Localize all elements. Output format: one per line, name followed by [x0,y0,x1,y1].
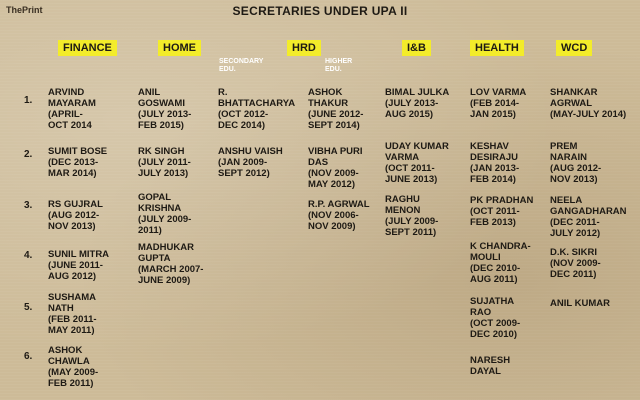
home-entry: RK SINGH (JULY 2011- JULY 2013) [138,146,191,179]
health-entry: LOV VARMA (FEB 2014- JAN 2015) [470,87,527,120]
hrd-secondary-entry: ANSHU VAISH (JAN 2009- SEPT 2012) [218,146,283,179]
row-number: 4. [24,250,33,261]
header-wcd: WCD [556,40,592,56]
wcd-entry: SHANKAR AGRWAL (MAY-JULY 2014) [550,87,627,120]
hrd-secondary-entry: R. BHATTACHARYA (OCT 2012- DEC 2014) [218,87,296,131]
subheader-higher-edu: HIGHER EDU. [325,58,353,73]
home-entry: GOPAL KRISHNA (JULY 2009- 2011) [138,192,192,236]
health-entry: NARESH DAYAL [470,355,511,377]
header-ib: I&B [402,40,431,56]
wcd-entry: NEELA GANGADHARAN (DEC 2011- JULY 2012) [550,195,627,239]
finance-entry: SUNIL MITRA (JUNE 2011- AUG 2012) [48,249,110,282]
wcd-entry: D.K. SIKRI (NOV 2009- DEC 2011) [550,247,601,280]
finance-entry: RS GUJRAL (AUG 2012- NOV 2013) [48,199,103,232]
hrd-higher-entry: ASHOK THAKUR (JUNE 2012- SEPT 2014) [308,87,364,131]
publisher-logo: ThePrint [6,5,43,15]
health-entry: PK PRADHAN (OCT 2011- FEB 2013) [470,195,534,228]
wcd-entry: ANIL KUMAR [550,298,610,309]
wcd-entry: PREM NARAIN (AUG 2012- NOV 2013) [550,141,602,185]
finance-entry: ASHOK CHAWLA (MAY 2009- FEB 2011) [48,345,99,389]
ib-entry: BIMAL JULKA (JULY 2013- AUG 2015) [385,87,450,120]
row-number: 1. [24,95,33,106]
header-finance: FINANCE [58,40,117,56]
header-health: HEALTH [470,40,524,56]
row-number: 5. [24,302,33,313]
row-number: 2. [24,149,33,160]
health-entry: K CHANDRA- MOULI (DEC 2010- AUG 2011) [470,241,531,285]
finance-entry: SUSHAMA NATH (FEB 2011- MAY 2011) [48,292,97,336]
header-hrd: HRD [287,40,321,56]
home-entry: MADHUKAR GUPTA (MARCH 2007- JUNE 2009) [138,242,204,286]
subheader-secondary-edu: SECONDARY EDU. [219,58,264,73]
hrd-higher-entry: VIBHA PURI DAS (NOV 2009- MAY 2012) [308,146,363,190]
health-entry: SUJATHA RAO (OCT 2009- DEC 2010) [470,296,521,340]
hrd-higher-entry: R.P. AGRWAL (NOV 2006- NOV 2009) [308,199,370,232]
header-home: HOME [158,40,201,56]
page-title: SECRETARIES UNDER UPA II [232,4,408,18]
finance-entry: SUMIT BOSE (DEC 2013- MAR 2014) [48,146,108,179]
home-entry: ANIL GOSWAMI (JULY 2013- FEB 2015) [138,87,192,131]
row-number: 6. [24,351,33,362]
row-number: 3. [24,200,33,211]
ib-entry: UDAY KUMAR VARMA (OCT 2011- JUNE 2013) [385,141,449,185]
health-entry: KESHAV DESIRAJU (JAN 2013- FEB 2014) [470,141,520,185]
finance-entry: ARVIND MAYARAM (APRIL- OCT 2014 [48,87,96,131]
ib-entry: RAGHU MENON (JULY 2009- SEPT 2011) [385,194,439,238]
